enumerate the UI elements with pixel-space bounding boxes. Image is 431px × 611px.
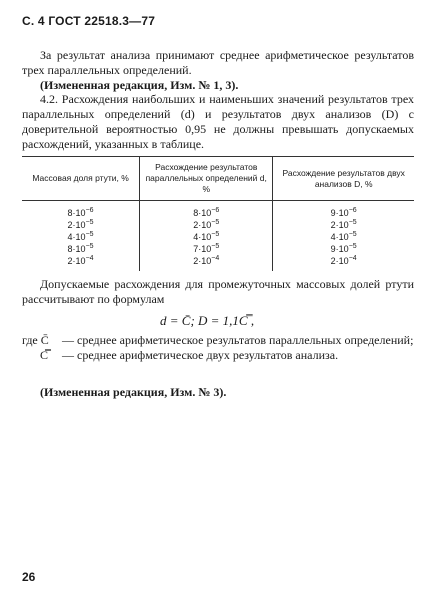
tolerance-table <box>22 156 414 271</box>
cell-mantissa: 8·10 <box>67 208 86 218</box>
definition-symbol: где C̄ <box>22 333 49 347</box>
table-cell <box>140 201 273 220</box>
edit-note-2: (Измененная редакция, Изм. № 3). <box>40 385 227 399</box>
table-cell <box>273 231 414 243</box>
table-header-mass-fraction: Массовая доля ртути, % <box>22 157 140 201</box>
page-header: С. 4 ГОСТ 22518.3—77 <box>22 14 156 28</box>
cell-mantissa: 7·10 <box>193 244 212 254</box>
cell-exponent: −5 <box>348 219 357 226</box>
cell-exponent: −6 <box>85 207 94 214</box>
cell-exponent: −5 <box>211 243 220 250</box>
cell-exponent: −4 <box>211 255 220 262</box>
definition-text: — среднее арифметическое двух результатов анализа. <box>62 348 339 362</box>
table-cell <box>273 201 414 220</box>
cell-mantissa: 2·10 <box>67 256 86 266</box>
cell-exponent: −5 <box>211 219 220 226</box>
table-cell <box>273 243 414 255</box>
cell-exponent: −4 <box>348 255 357 262</box>
table-cell <box>22 255 140 271</box>
cell-mantissa: 2·10 <box>330 220 349 230</box>
cell-mantissa: 2·10 <box>330 256 349 266</box>
cell-exponent: −5 <box>85 231 94 238</box>
cell-mantissa: 2·10 <box>193 220 212 230</box>
table-cell <box>140 255 273 271</box>
cell-mantissa: 9·10 <box>330 244 349 254</box>
formula: d = C̄; D = 1,1C̿ , <box>160 313 255 328</box>
formula-definitions <box>22 333 414 363</box>
paragraph-intermediate: Допускаемые расхождения для промежуточных массовых долей ртути рассчитывают по формулам <box>22 277 414 306</box>
cell-exponent: −5 <box>348 231 357 238</box>
paragraph-result-definition: За результат анализа принимают среднее арифметическое результатов трех параллельных определений. <box>22 48 414 77</box>
table-body <box>22 201 414 272</box>
table-cell <box>140 243 273 255</box>
page-number: 26 <box>22 570 36 584</box>
table-cell <box>22 219 140 231</box>
cell-mantissa: 4·10 <box>67 232 86 242</box>
table-row <box>22 243 414 255</box>
cell-mantissa: 2·10 <box>193 256 212 266</box>
cell-exponent: −5 <box>348 243 357 250</box>
table-cell <box>273 255 414 271</box>
table-header-D: Расхождение результатов двух анализов D, % <box>273 157 414 201</box>
definition-text: — среднее арифметическое результатов параллельных определений; <box>62 333 414 347</box>
table-cell <box>140 231 273 243</box>
cell-exponent: −5 <box>85 243 94 250</box>
table-header-d: Расхождение результатов параллельных определений d, % <box>140 157 273 201</box>
table-row <box>22 255 414 271</box>
table-cell <box>22 243 140 255</box>
definition-row <box>22 348 414 363</box>
definition-symbol: C̿ <box>40 348 49 362</box>
cell-exponent: −5 <box>211 231 220 238</box>
definition-row <box>22 333 414 348</box>
cell-mantissa: 9·10 <box>330 208 349 218</box>
cell-exponent: −5 <box>85 219 94 226</box>
table-row <box>22 231 414 243</box>
table-row <box>22 201 414 220</box>
cell-exponent: −6 <box>211 207 220 214</box>
cell-mantissa: 8·10 <box>67 244 86 254</box>
cell-exponent: −6 <box>348 207 357 214</box>
edit-note-1: (Измененная редакция, Изм. № 1, 3). <box>40 78 239 92</box>
paragraph-4-2: 4.2. Расхождения наибольших и наименьших значений результатов трех параллельных определений (d) и результатов двух анализов (D) с доверительной вероятностью 0,95 не должны превышать допускаемых расхождений, указанных в таблице. <box>22 92 414 151</box>
cell-mantissa: 4·10 <box>330 232 349 242</box>
table-row <box>22 219 414 231</box>
cell-mantissa: 4·10 <box>193 232 212 242</box>
table-cell <box>22 231 140 243</box>
table-cell <box>140 219 273 231</box>
cell-mantissa: 2·10 <box>67 220 86 230</box>
table-cell <box>273 219 414 231</box>
table-cell <box>22 201 140 220</box>
cell-exponent: −4 <box>85 255 94 262</box>
cell-mantissa: 8·10 <box>193 208 212 218</box>
